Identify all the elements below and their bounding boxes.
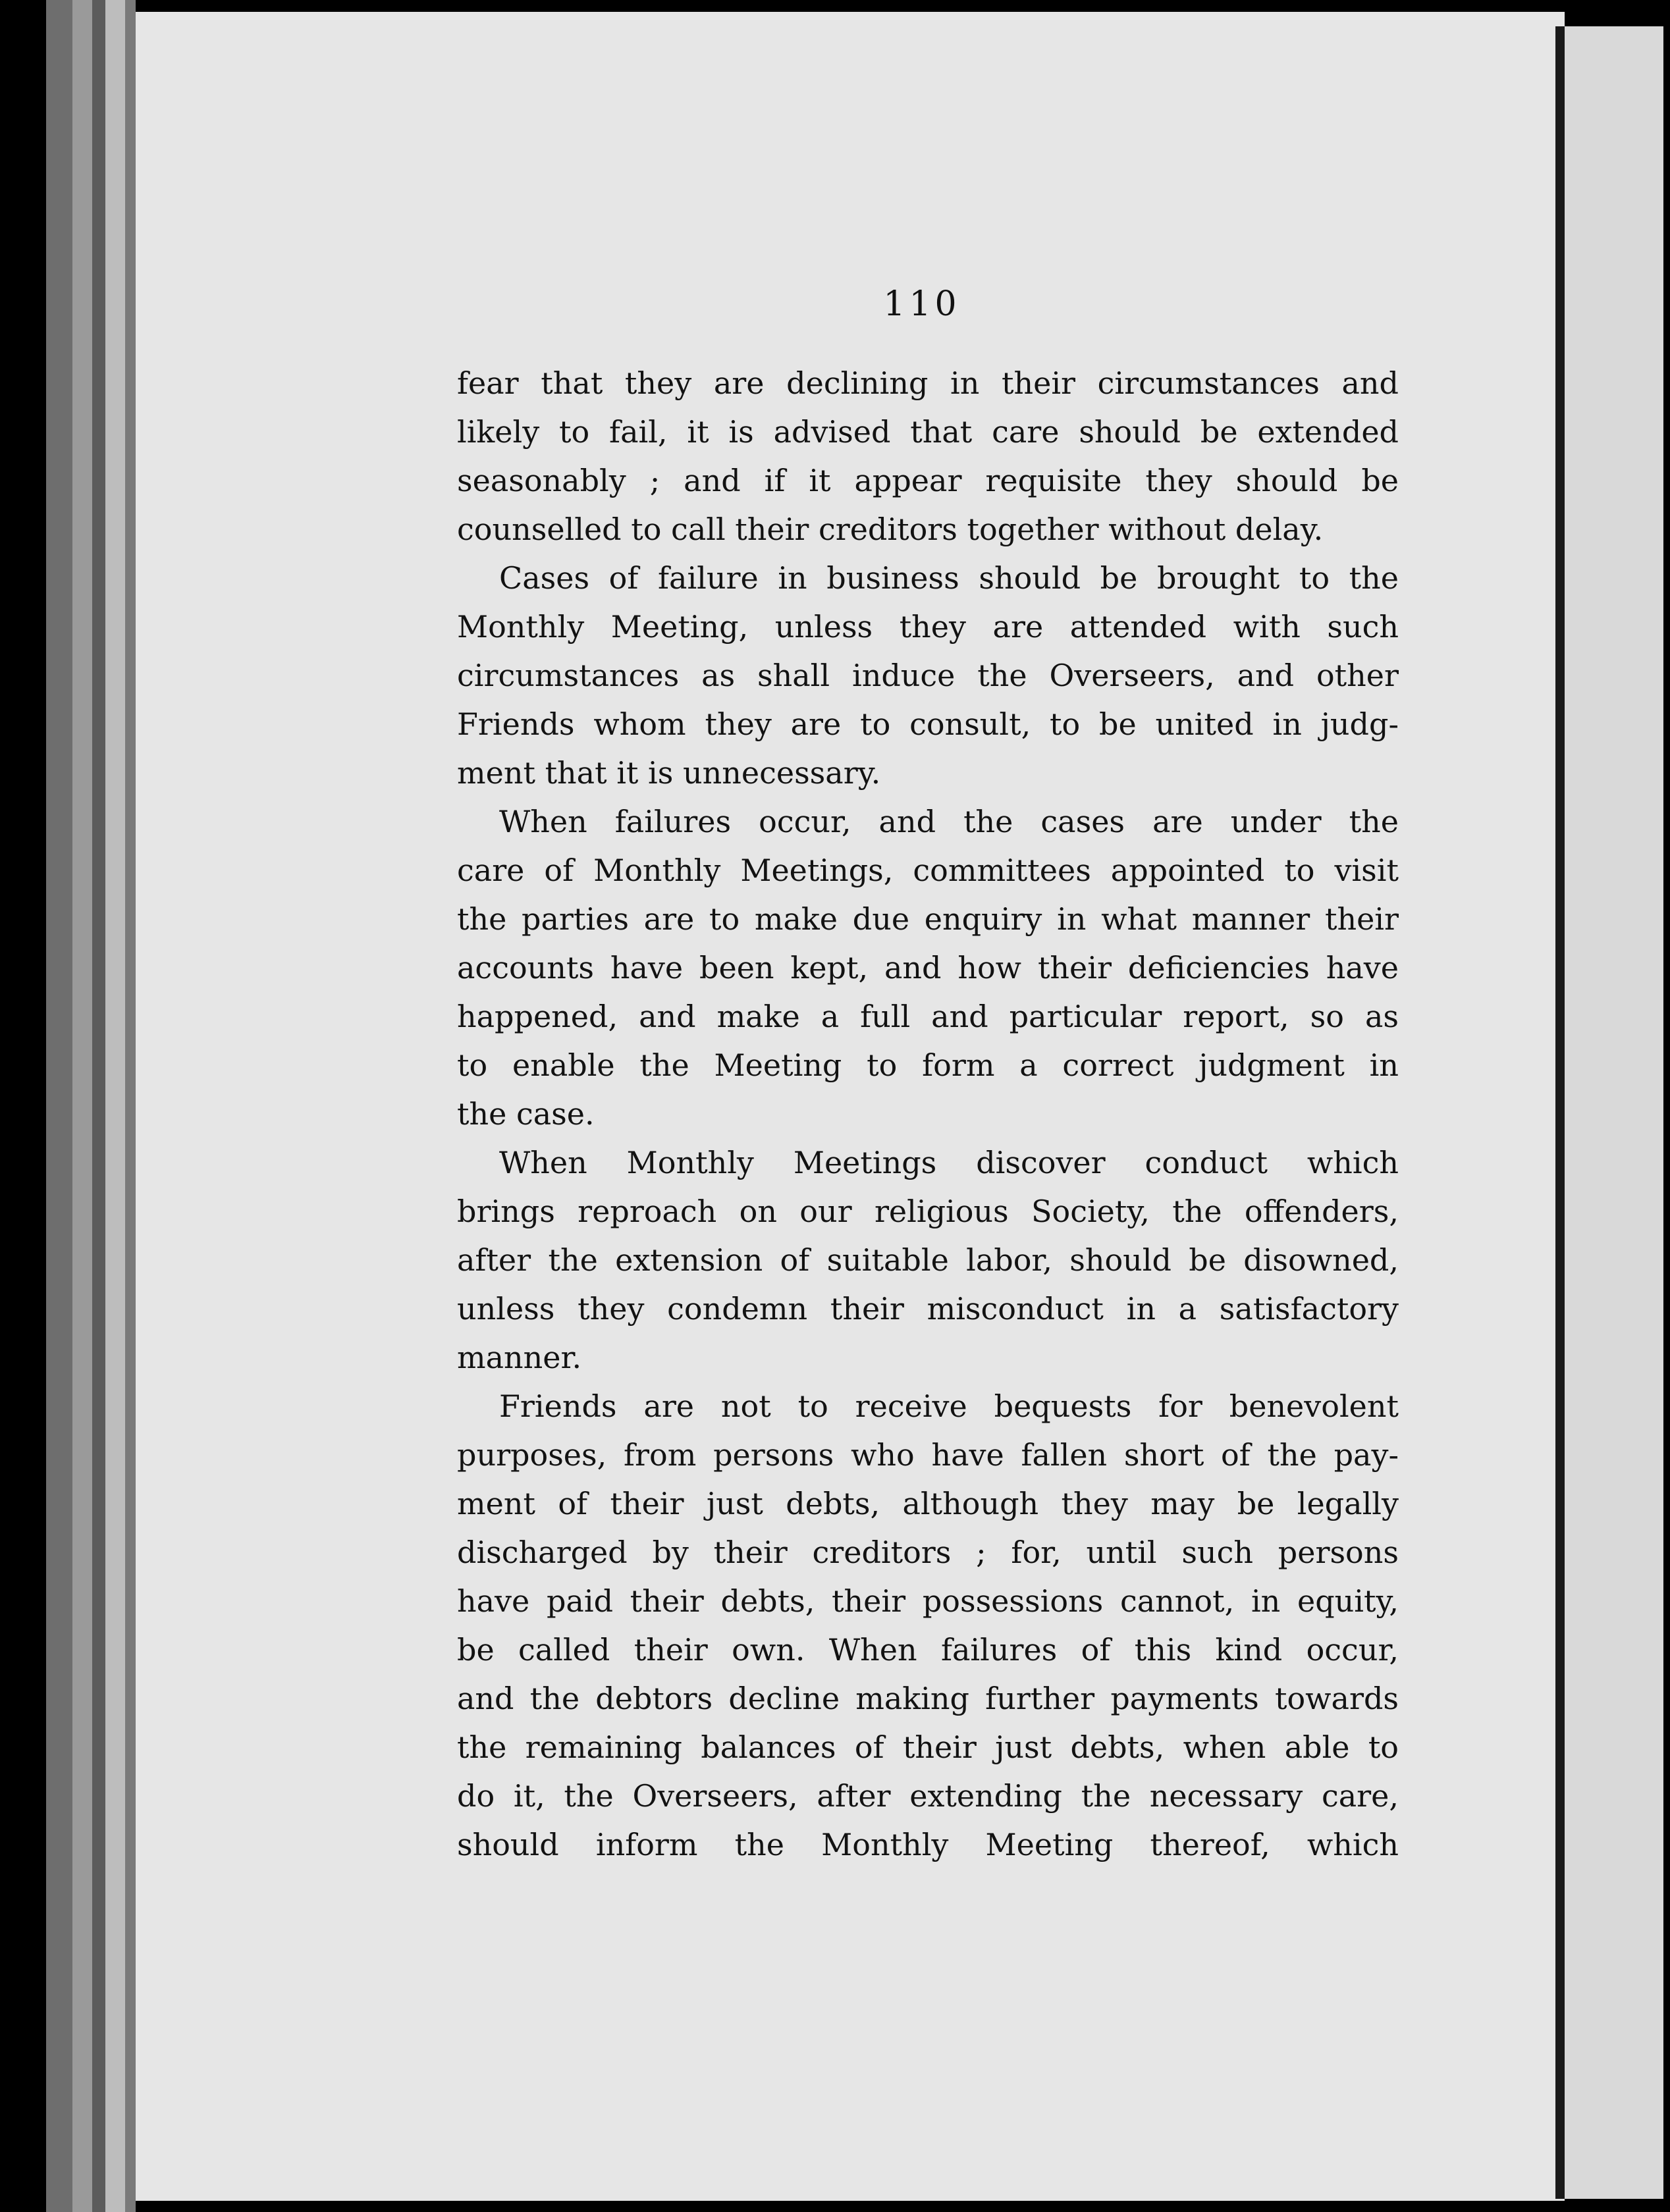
text-line: be called their own. When failures of this kind occur, bbox=[457, 1632, 1399, 1668]
text-line: Friends whom they are to consult, to be united in judg- bbox=[457, 706, 1399, 742]
text-line: should inform the Monthly Meeting thereof, which bbox=[457, 1827, 1399, 1862]
text-line: and the debtors decline making further payments towards bbox=[457, 1681, 1399, 1716]
page-number: 110 bbox=[883, 284, 961, 324]
text-line: accounts have been kept, and how their deficiencies have bbox=[457, 950, 1399, 986]
text-line: ment of their just debts, although they may be legally bbox=[457, 1486, 1399, 1521]
text-line: to enable the Meeting to form a correct judgment in bbox=[457, 1047, 1399, 1083]
text-line: When failures occur, and the cases are under the bbox=[499, 804, 1399, 839]
text-line: manner. bbox=[457, 1340, 582, 1375]
text-line: Monthly Meeting, unless they are attended with such bbox=[457, 609, 1399, 645]
text-line: likely to fail, it is advised that care should be extended bbox=[457, 414, 1399, 450]
page-edge bbox=[46, 0, 72, 2212]
text-line: have paid their debts, their possessions cannot, in equity, bbox=[457, 1583, 1399, 1619]
page-edge bbox=[105, 0, 125, 2212]
text-line: Friends are not to receive bequests for benevolent bbox=[499, 1388, 1399, 1424]
text-line: fear that they are declining in their circumstances and bbox=[457, 365, 1399, 401]
text-line: ment that it is unnecessary. bbox=[457, 755, 881, 791]
text-line: discharged by their creditors ; for, until such persons bbox=[457, 1535, 1399, 1570]
text-line: circumstances as shall induce the Overseers, and other bbox=[457, 658, 1399, 693]
text-line: care of Monthly Meetings, committees appointed to visit bbox=[457, 853, 1399, 888]
text-line: Cases of failure in business should be brought to the bbox=[499, 560, 1399, 596]
text-line: unless they condemn their misconduct in a satisfactory bbox=[457, 1291, 1399, 1327]
page-edge bbox=[72, 0, 92, 2212]
body-text bbox=[457, 359, 1399, 1869]
text-line: happened, and make a full and particular report, so as bbox=[457, 999, 1399, 1034]
text-line: When Monthly Meetings discover conduct which bbox=[499, 1145, 1399, 1180]
text-line: do it, the Overseers, after extending the necessary care, bbox=[457, 1778, 1399, 1814]
text-line: purposes, from persons who have fallen short of the pay- bbox=[457, 1437, 1399, 1473]
book-binding bbox=[1555, 26, 1565, 2199]
text-line: counselled to call their creditors together without delay. bbox=[457, 512, 1324, 547]
page-edge bbox=[92, 0, 105, 2212]
text-line: brings reproach on our religious Society, the offenders, bbox=[457, 1194, 1399, 1229]
text-line: seasonably ; and if it appear requisite they should be bbox=[457, 463, 1399, 498]
text-line: the parties are to make due enquiry in what manner their bbox=[457, 901, 1399, 937]
page-edge bbox=[125, 0, 136, 2212]
text-line: the case. bbox=[457, 1096, 595, 1132]
text-line: after the extension of suitable labor, should be disowned, bbox=[457, 1242, 1399, 1278]
text-line: the remaining balances of their just debts, when able to bbox=[457, 1729, 1399, 1765]
facing-page-edge bbox=[1565, 26, 1663, 2199]
